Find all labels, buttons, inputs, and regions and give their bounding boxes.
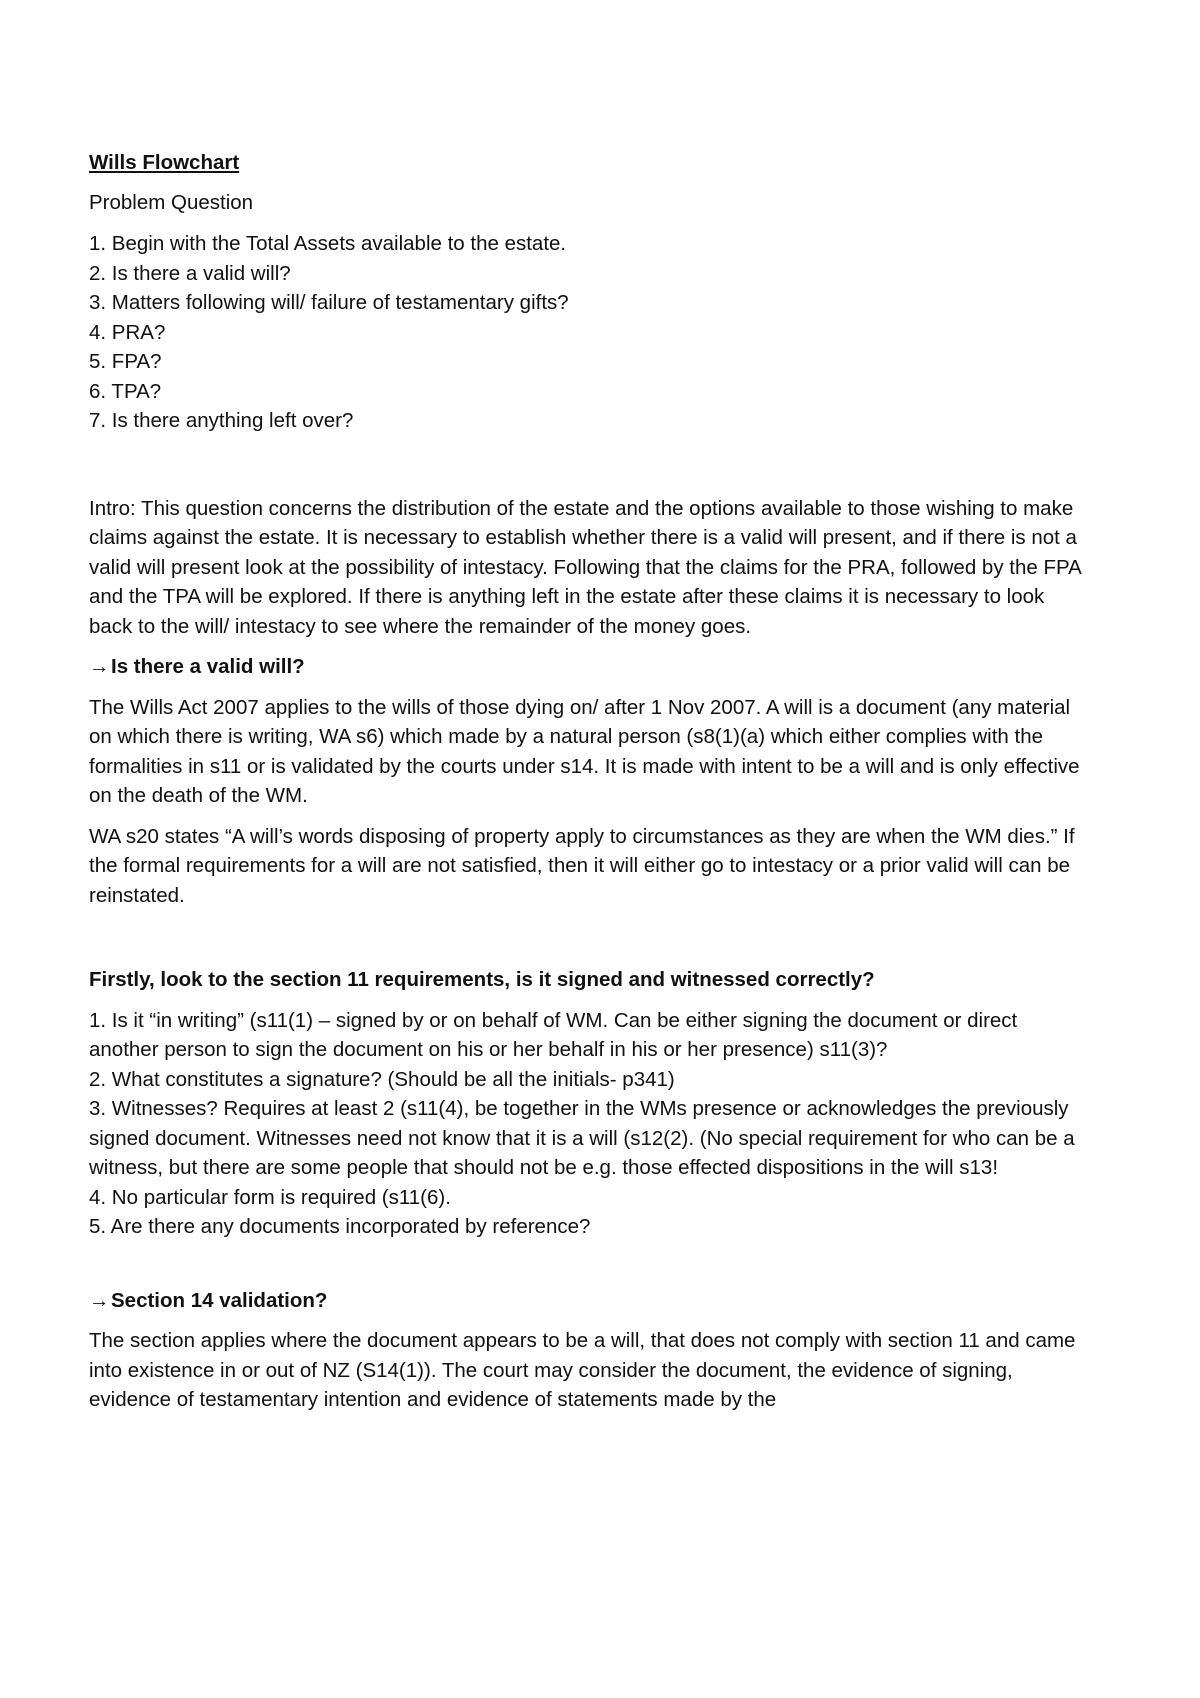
arrow-right-icon: → [89, 1288, 110, 1312]
list-item: 6. TPA? [89, 379, 162, 403]
valid-will-heading-text: Is there a valid will? [111, 655, 305, 678]
valid-will-paragraph-1: The Wills Act 2007 applies to the wills of those dying on/ after 1 Nov 2007. A will is a document (any material on which there is writing, WA s6) which made by a natural person (s8(1)(a) which either complies with the formalities in s11 or is validated by the courts under s14. It is made with intent to be a will and is only effective on the death of the WM. [89, 695, 1080, 807]
document-page [89, 148, 1089, 1426]
section11-list [89, 1006, 1089, 1242]
list-item: 5. FPA? [89, 350, 162, 373]
section14-heading [89, 1286, 1089, 1316]
list-item: 3. Matters following will/ failure of testamentary gifts? [89, 291, 569, 314]
list-item: 4. No particular form is required (s11(6). [89, 1185, 451, 1209]
list-item: 2. What constitutes a signature? (Should be all the initials- p341) [89, 1067, 675, 1091]
document-title: Wills Flowchart [89, 151, 240, 174]
section11-heading: Firstly, look to the section 11 requirements, is it signed and witnessed correctly? [89, 968, 875, 991]
section14-paragraph: The section applies where the document appears to be a will, that does not comply with section 11 and came into existence in or out of NZ (S14(1)). The court may consider the document, the evidence of signing, evidence of testamentary intention and evidence of statements made by the [89, 1329, 1076, 1411]
list-item: 4. PRA? [89, 320, 166, 344]
intro-paragraph: Intro: This question concerns the distribution of the estate and the options available to those wishing to make claims against the estate. It is necessary to establish whether there is a valid will present, and if there is not a valid will present look at the possibility of intestacy. Following that the claims for the PRA, followed by the FPA and the TPA will be explored. If there is anything left in the estate after these claims it is necessary to look back to the will/ intestacy to see where the remainder of the money goes. [89, 496, 1081, 638]
list-item: 1. Is it “in writing” (s11(1) – signed by or on behalf of WM. Can be either signing the document or direct another person to sign the document on his or her behalf in his or her presence) s11(3)? [89, 1008, 1018, 1061]
steps-list [89, 229, 1089, 436]
document-subtitle: Problem Question [89, 190, 254, 214]
list-item: 7. Is there anything left over? [89, 409, 354, 432]
list-item: 5. Are there any documents incorporated by reference? [89, 1215, 591, 1238]
arrow-right-icon: → [89, 655, 110, 678]
list-item: 1. Begin with the Total Assets available to the estate. [89, 232, 567, 255]
list-item: 2. Is there a valid will? [89, 261, 291, 285]
list-item: 3. Witnesses? Requires at least 2 (s11(4), be together in the WMs presence or acknowledges the previously signed document. Witnesses need not know that it is a will (s12(2). (No special requirement for who can be a witness, but there are some people that should not be e.g. those effected dispositions in the will s13! [89, 1097, 1075, 1179]
valid-will-paragraph-2: WA s20 states “A will’s words disposing of property apply to circumstances as they are when the WM dies.” If the formal requirements for a will are not satisfied, then it will either go to intestacy or a prior valid will can be reinstated. [89, 824, 1075, 907]
section14-heading-text: Section 14 validation? [111, 1288, 328, 1312]
valid-will-heading [89, 652, 1089, 682]
